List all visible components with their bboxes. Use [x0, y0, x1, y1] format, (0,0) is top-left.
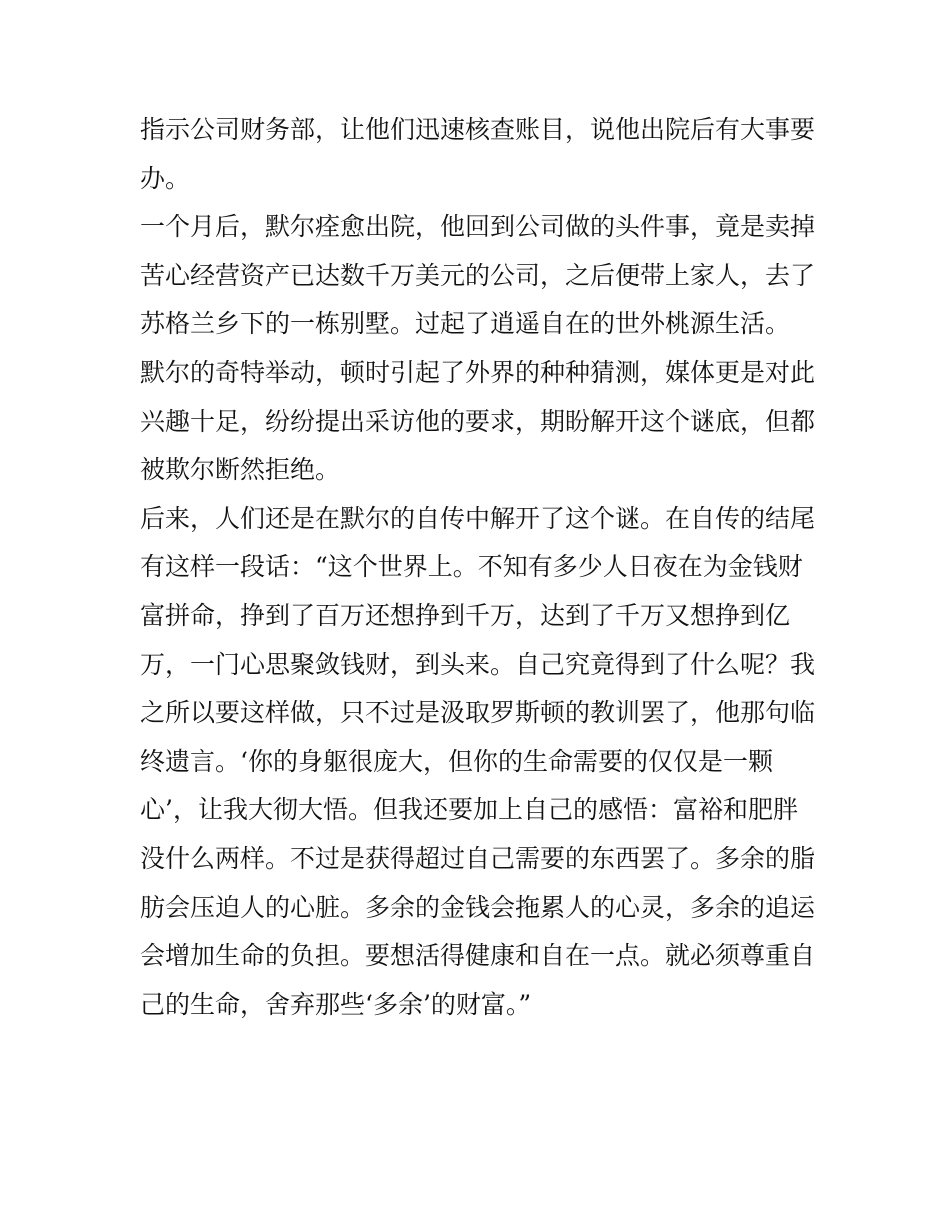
text-line: 有这样一段话：“这个世界上。不知有多少人日夜在为金钱财 [140, 552, 803, 582]
text-line: 后来，人们还是在默尔的自传中解开了这个谜。在自传的结尾 [140, 503, 816, 533]
text-line: 办。 [140, 163, 191, 193]
text-line: 肪会压迫人的心脏。多余的金钱会拖累人的心灵，多余的追运 [140, 892, 816, 922]
text-line: 一个月后，默尔痊愈出院，他回到公司做的头件事，竟是卖掉 [140, 212, 816, 242]
text-line: 会增加生命的负担。要想活得健康和自在一点。就必须尊重自 [140, 941, 816, 971]
text-line: 之所以要这样做，只不过是汲取罗斯顿的教训罢了，他那句临 [140, 698, 816, 728]
text-line: 苏格兰乡下的一栋别墅。过起了逍遥自在的世外桃源生活。 [140, 309, 791, 339]
text-line: 终遗言。‘你的身躯很庞大，但你的生命需要的仅仅是一颗 [140, 746, 773, 776]
document-body [140, 106, 820, 1029]
text-line: 指示公司财务部，让他们迅速核查账目，说他出院后有大事要 [140, 115, 816, 144]
text-line: 己的生命，舍弃那些‘多余’的财富。” [140, 989, 532, 1019]
text-line: 心’，让我大彻大悟。但我还要加上自己的感悟：富裕和肥胖 [140, 795, 798, 825]
text-line: 默尔的奇特举动，顿时引起了外界的种种猜测，媒体更是对此 [140, 357, 816, 387]
text-line: 万，一门心思聚敛钱财，到头来。自己究竟得到了什么呢？我 [140, 649, 816, 679]
text-line: 被欺尔断然拒绝。 [140, 455, 341, 485]
text-line: 没什么两样。不过是获得超过自己需要的东西罢了。多余的脂 [140, 843, 816, 873]
text-line: 富拼命，挣到了百万还想挣到千万，达到了千万又想挣到亿 [140, 600, 791, 630]
text-line: 兴趣十足，纷纷提出采访他的要求，期盼解开这个谜底，但都 [140, 406, 816, 436]
text-line: 苦心经营资产已达数千万美元的公司，之后便带上家人，去了 [140, 260, 816, 290]
